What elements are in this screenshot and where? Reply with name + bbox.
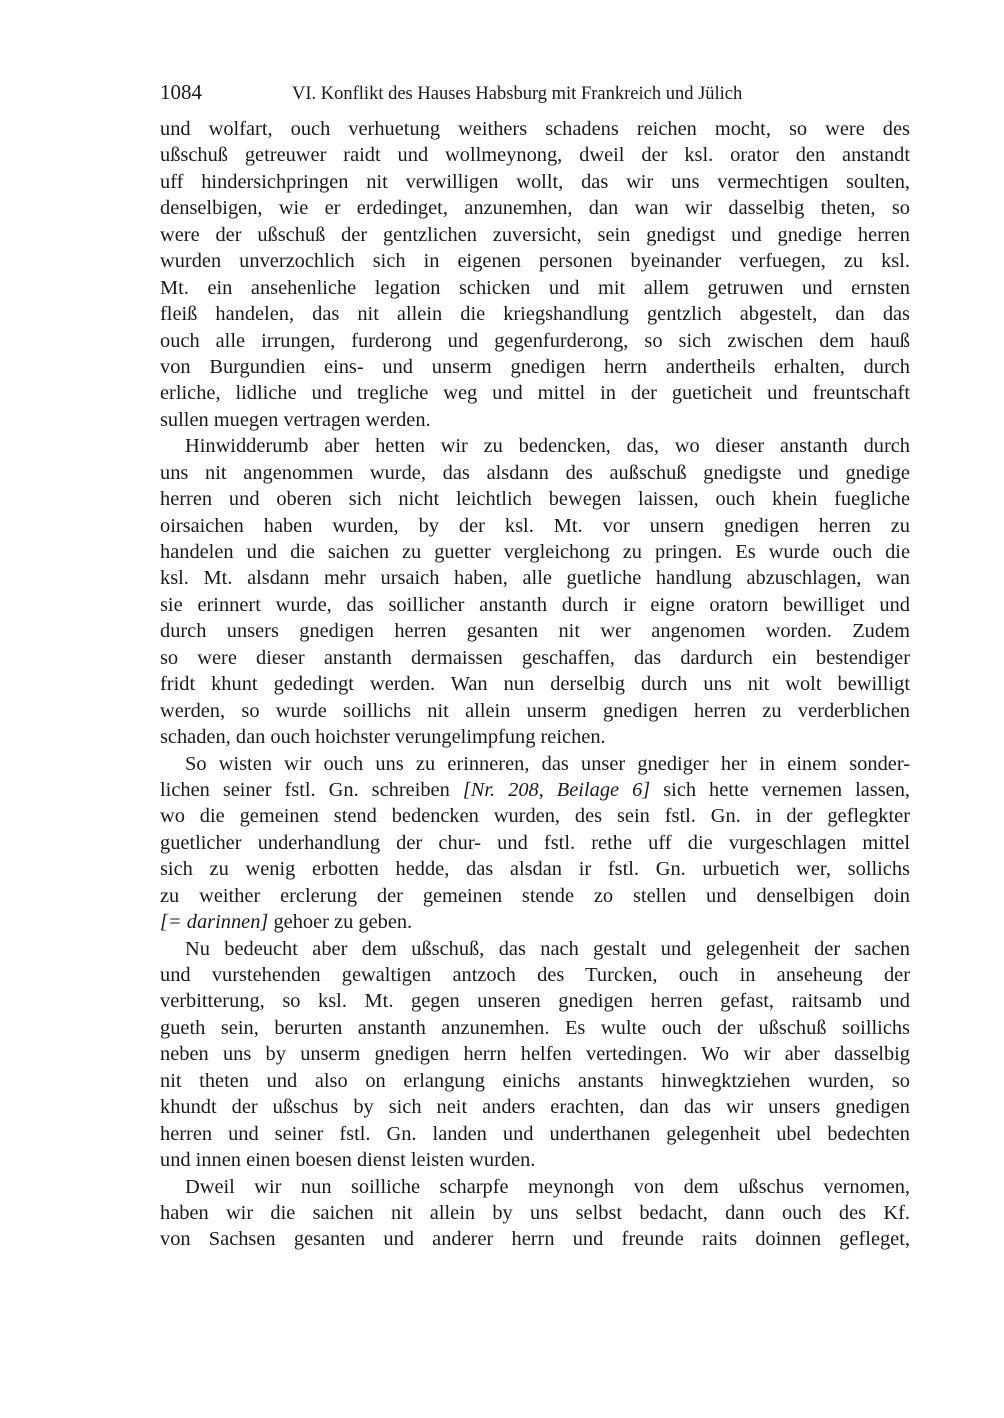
- text-line: uff hindersichpringen nit verwilligen wollt, das wir uns vermechtigen soulten,: [160, 170, 910, 193]
- text-line: und vurstehenden gewaltigen antzoch des Turcken, ouch in anseheung der: [160, 964, 910, 986]
- text-line: sullen muegen vertragen werden.: [160, 408, 431, 431]
- text-line: erliche, lidliche und tregliche weg und mittel in der gueticheit und freuntschaft: [160, 382, 910, 405]
- text-line: durch unsers gnedigen herren gesanten nit wer angenomen worden. Zudem: [160, 620, 910, 643]
- text-line: und wolfart, ouch verhuetung weithers schadens reichen mocht, so were des: [160, 118, 910, 140]
- text-line: Nu bedeucht aber dem ußschuß, das nach gestalt und gelegenheit der sachen: [185, 937, 910, 960]
- text-line: denselbigen, wie er erdedinget, anzunemhen, dan wan wir dasselbig theten, so: [160, 197, 910, 220]
- text-line: sie erinnert wurde, das soillicher anstanth durch ir eigne oratorn bewilliget und: [160, 593, 910, 616]
- text-line: Mt. ein ansehenliche legation schicken und mit allem getruwen und ernsten: [160, 276, 910, 299]
- text-line: so were dieser anstanth dermaissen geschaffen, das dardurch ein bestendiger: [160, 646, 910, 669]
- text-line: handelen und die saichen zu guetter vergleichong zu pringen. Es wurde ouch die: [160, 541, 910, 563]
- text-line: oirsaichen haben wurden, by der ksl. Mt. vor unsern gnedigen herren zu: [160, 514, 910, 537]
- running-head: [160, 76, 910, 108]
- text-line: zu weither erclerung der gemeinen stende zo stellen und denselbigen doin: [160, 884, 910, 907]
- text-line: herren und oberen sich nicht leichtlich bewegen laissen, ouch khein fuegliche: [160, 488, 910, 511]
- text-line: gueth sein, berurten anstanth anzunemhen. Es wulte ouch der ußschuß soillichs: [160, 1016, 910, 1039]
- text-line: ouch alle irrungen, furderong und gegenfurderong, so sich zwischen dem hauß: [160, 329, 910, 352]
- text-line: haben wir die saichen nit allein by uns selbst bedacht, dann ouch des Kf.: [160, 1201, 910, 1224]
- text-line: werden, so wurde soillichs nit allein unserm gnedigen herren zu verderblichen: [160, 699, 910, 722]
- editorial-reference: [= darinnen]: [160, 911, 269, 934]
- text-line: [= darinnen] gehoer zu geben.: [160, 911, 413, 934]
- editorial-reference: [Nr. 208, Beilage 6]: [462, 778, 651, 801]
- text-line: lichen seiner fstl. Gn. schreiben [Nr. 208, Beilage 6] sich hette vernemen lassen,: [160, 778, 911, 801]
- text-line: Hinwidderumb aber hetten wir zu bedencken, das, wo dieser anstanth durch: [185, 435, 910, 458]
- text-line: Dweil wir nun soilliche scharpfe meynongh von dem ußschus vernomen,: [185, 1175, 910, 1198]
- chapter-title: VI. Konflikt des Hauses Habsburg mit Frankreich und Jülich: [292, 84, 743, 104]
- text-line: wurden unverzochlich sich in eigenen personen byeinander verfuegen, zu ksl.: [160, 250, 910, 273]
- page-number: 1084: [160, 80, 202, 104]
- text-line: khundt der ußschus by sich neit anders erachten, dan das wir unsers gnedigen: [160, 1096, 910, 1119]
- text-line: guetlicher underhandlung der chur- und fstl. rethe uff die vurgeschlagen mittel: [160, 831, 910, 854]
- text-line: von Burgundien eins- und unserm gnedigen herrn andertheils erhalten, durch: [160, 355, 910, 378]
- document-page: [160, 76, 910, 1253]
- text-line: neben uns by unserm gnedigen herrn helfen vertedingen. Wo wir aber dasselbig: [160, 1043, 910, 1066]
- text-line: schaden, dan ouch hoichster verungelimpfung reichen.: [160, 726, 606, 749]
- body-text: [160, 116, 910, 1253]
- text-line: were der ußschuß der gentzlichen zuversicht, sein gnedigst und gnedige herren: [160, 223, 910, 246]
- text-line: So wisten wir ouch uns zu erinneren, das unser gnediger her in einem sonder-: [185, 752, 910, 775]
- text-line: fleiß handelen, das nit allein die kriegshandlung gentzlich abgestelt, dan das: [160, 303, 910, 326]
- text-line: herren und seiner fstl. Gn. landen und underthanen gelegenheit ubel bedechten: [160, 1122, 910, 1145]
- text-line: nit theten und also on erlangung einichs anstants hinwegktziehen wurden, so: [160, 1069, 910, 1092]
- text-line: sich zu wenig erbotten hedde, das alsdan ir fstl. Gn. urbuetich wer, sollichs: [160, 858, 910, 881]
- text-line: wo die gemeinen stend bedencken wurden, des sein fstl. Gn. in der geflegkter: [160, 805, 910, 828]
- text-line: von Sachsen gesanten und anderer herrn und freunde raits doinnen gefleget,: [160, 1228, 910, 1251]
- text-line: ksl. Mt. alsdann mehr ursaich haben, alle guetliche handlung abzuschlagen, wan: [160, 567, 910, 590]
- text-line: verbitterung, so ksl. Mt. gegen unseren gnedigen herren gefast, raitsamb und: [160, 990, 910, 1013]
- text-line: uns nit angenommen wurde, das alsdann des außschuß gnedigste und gnedige: [160, 461, 910, 484]
- text-line: und innen einen boesen dienst leisten wurden.: [160, 1149, 536, 1172]
- text-line: fridt khunt gededingt werden. Wan nun derselbig durch uns nit wolt bewilligt: [160, 673, 910, 696]
- text-line: ußschuß getreuwer raidt und wollmeynong, dweil der ksl. orator den anstandt: [160, 144, 910, 167]
